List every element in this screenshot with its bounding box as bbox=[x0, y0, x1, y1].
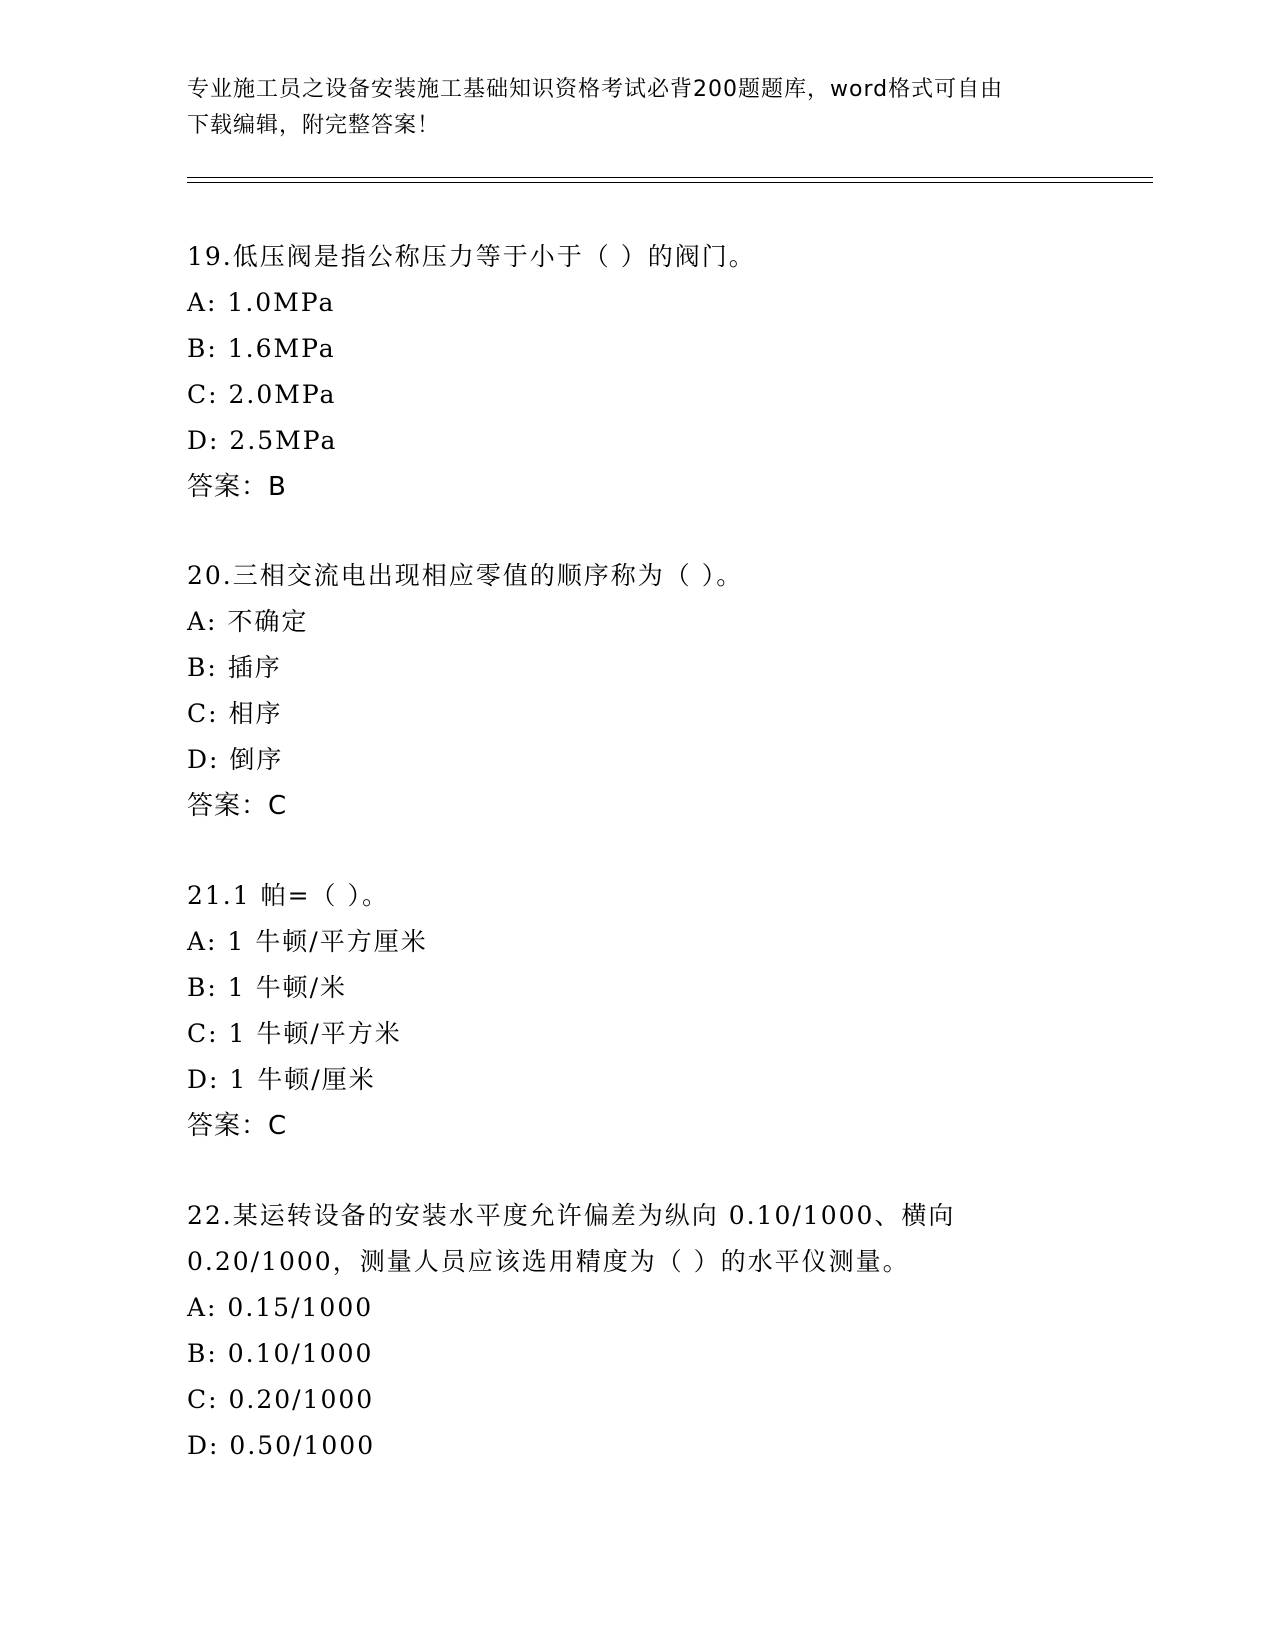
question-stem: 19.低压阀是指公称压力等于小于（ ）的阀门。 bbox=[187, 242, 756, 271]
option-d: D: 倒序 bbox=[187, 745, 284, 774]
header-title-line-1: 专业施工员之设备安装施工基础知识资格考试必背200题题库，word格式可自由 bbox=[187, 77, 1004, 102]
question-21 bbox=[187, 873, 1137, 1149]
answer-line: 答案：B bbox=[187, 472, 287, 502]
question-stem-line-2: 0.20/1000，测量人员应该选用精度为（ ）的水平仪测量。 bbox=[187, 1247, 910, 1276]
option-d: D: 0.50/1000 bbox=[187, 1431, 376, 1460]
question-22 bbox=[187, 1193, 1137, 1469]
option-c: C: 1 牛顿/平方米 bbox=[187, 1019, 402, 1048]
header-divider-top bbox=[187, 177, 1153, 178]
question-20 bbox=[187, 553, 1137, 829]
option-c: C: 相序 bbox=[187, 699, 283, 728]
option-c: C: 0.20/1000 bbox=[187, 1385, 375, 1414]
option-a: A: 0.15/1000 bbox=[187, 1293, 374, 1322]
header-divider-bottom bbox=[187, 182, 1153, 183]
option-b: B: 1.6MPa bbox=[187, 334, 336, 363]
option-b: B: 0.10/1000 bbox=[187, 1339, 374, 1368]
option-b: B: 插序 bbox=[187, 653, 282, 682]
option-d: D: 2.5MPa bbox=[187, 426, 338, 455]
answer-line: 答案：C bbox=[187, 1111, 288, 1141]
option-d: D: 1 牛顿/厘米 bbox=[187, 1065, 376, 1094]
option-c: C: 2.0MPa bbox=[187, 380, 337, 409]
option-a: A: 不确定 bbox=[187, 607, 309, 636]
question-stem: 21.1 帕=（ ）。 bbox=[187, 881, 390, 910]
header-title-line-2: 下载编辑，附完整答案！ bbox=[187, 113, 441, 138]
option-a: A: 1.0MPa bbox=[187, 288, 336, 317]
question-19 bbox=[187, 234, 1137, 510]
answer-line: 答案：C bbox=[187, 791, 288, 821]
question-stem: 20.三相交流电出现相应零值的顺序称为（ ）。 bbox=[187, 561, 744, 590]
document-header bbox=[187, 72, 1087, 144]
question-stem-line-1: 22.某运转设备的安装水平度允许偏差为纵向 0.10/1000、横向 bbox=[187, 1201, 956, 1230]
option-a: A: 1 牛顿/平方厘米 bbox=[187, 927, 428, 956]
option-b: B: 1 牛顿/米 bbox=[187, 973, 348, 1002]
